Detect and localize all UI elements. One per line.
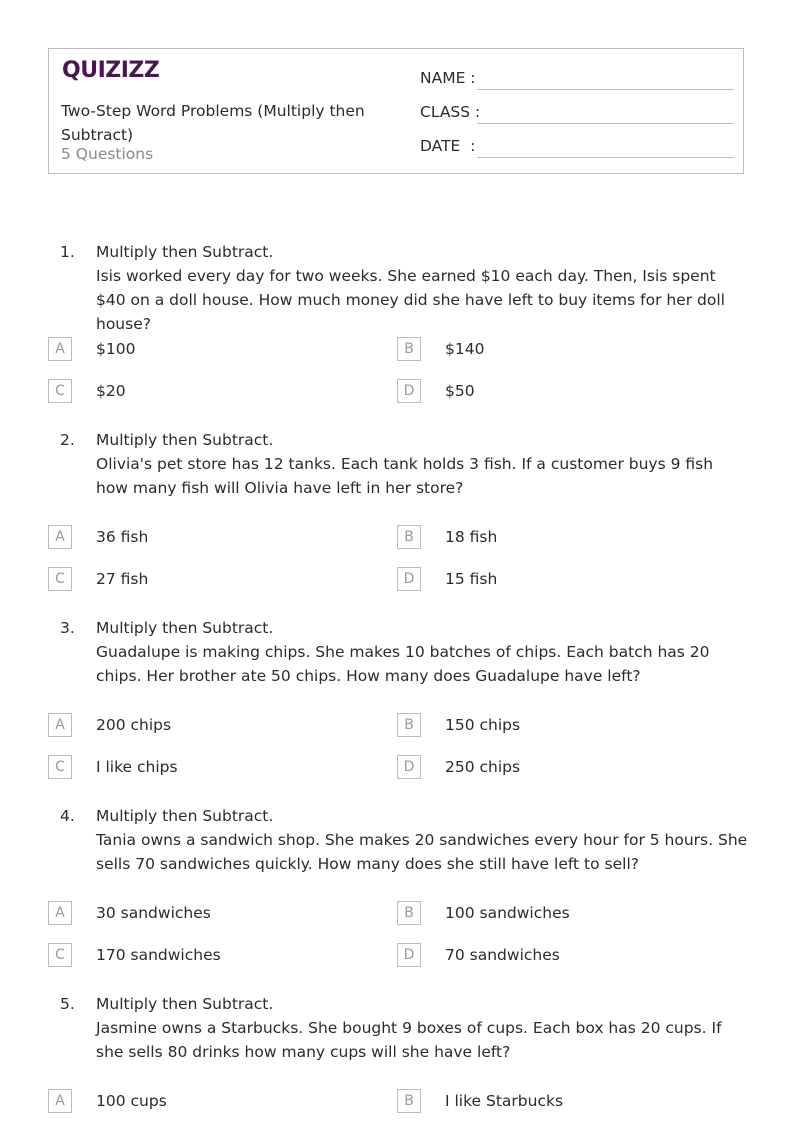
option-letter: A [48,901,72,925]
question-body: Olivia's pet store has 12 tanks. Each tank holds 3 fish. If a customer buys 9 fish how many fish will Olivia have left in her store? [96,455,714,497]
option-text: 100 sandwiches [445,904,570,922]
option-letter: B [397,337,421,361]
option-text: 70 sandwiches [445,946,560,964]
name-field[interactable] [420,66,734,90]
question-heading: Multiply then Subtract. [96,807,274,825]
question-number: 3. [60,619,75,637]
question-text [96,992,748,1064]
option-letter: D [397,567,421,591]
option-text: 100 cups [96,1092,167,1110]
question-number: 5. [60,995,75,1013]
question-count: 5 Questions [61,145,154,163]
option-text: I like Starbucks [445,1092,564,1110]
option-text: 36 fish [96,528,149,546]
option-letter: A [48,337,72,361]
option-text: 27 fish [96,570,149,588]
option-letter: C [48,567,72,591]
option-text: $20 [96,382,126,400]
question-heading: Multiply then Subtract. [96,431,274,449]
option-letter: A [48,1089,72,1113]
question-body: Tania owns a sandwich shop. She makes 20 sandwiches every hour for 5 hours. She sells 70 sandwiches quickly. How many does she still have left to sell? [96,831,748,873]
question-text [96,804,748,876]
name-line[interactable] [477,89,734,90]
option-text: I like chips [96,758,178,776]
question-number: 4. [60,807,75,825]
option-letter: B [397,901,421,925]
worksheet-header [48,48,744,174]
question-heading: Multiply then Subtract. [96,619,274,637]
question-body: Jasmine owns a Starbucks. She bought 9 boxes of cups. Each box has 20 cups. If she sells 80 drinks how many cups will she have left? [96,1019,722,1061]
worksheet-title: Two-Step Word Problems (Multiply then Subtract) [61,102,365,144]
date-field[interactable] [420,134,734,158]
question-body: Guadalupe is making chips. She makes 10 batches of chips. Each batch has 20 chips. Her brother ate 50 chips. How many does Guadalupe have left? [96,643,710,685]
option-letter: D [397,755,421,779]
option-text: $100 [96,340,136,358]
option-text: 200 chips [96,716,172,734]
class-label: CLASS : [420,103,481,121]
option-letter: C [48,943,72,967]
class-field[interactable] [420,100,734,124]
quizizz-logo: QUIZIZZ [62,58,160,83]
option-letter: A [48,713,72,737]
class-line[interactable] [477,123,734,124]
date-line[interactable] [477,157,734,158]
date-label: DATE : [420,137,476,155]
question-number: 1. [60,243,75,261]
option-letter: B [397,1089,421,1113]
option-text: 30 sandwiches [96,904,211,922]
question-number: 2. [60,431,75,449]
option-text: $50 [445,382,475,400]
option-text: 15 fish [445,570,498,588]
option-letter: C [48,379,72,403]
option-text: 150 chips [445,716,521,734]
option-text: $140 [445,340,485,358]
option-letter: D [397,379,421,403]
option-letter: C [48,755,72,779]
name-label: NAME : [420,69,476,87]
option-letter: B [397,525,421,549]
question-body: Isis worked every day for two weeks. She earned $10 each day. Then, Isis spent $40 on a doll house. How much money did she have left to buy items for her doll house? [96,267,725,333]
option-letter: D [397,943,421,967]
option-text: 170 sandwiches [96,946,221,964]
question-heading: Multiply then Subtract. [96,995,274,1013]
option-text: 250 chips [445,758,521,776]
question-text [96,240,748,336]
question-text [96,428,748,500]
option-text: 18 fish [445,528,498,546]
option-letter: A [48,525,72,549]
question-text [96,616,748,688]
option-letter: B [397,713,421,737]
question-heading: Multiply then Subtract. [96,243,274,261]
